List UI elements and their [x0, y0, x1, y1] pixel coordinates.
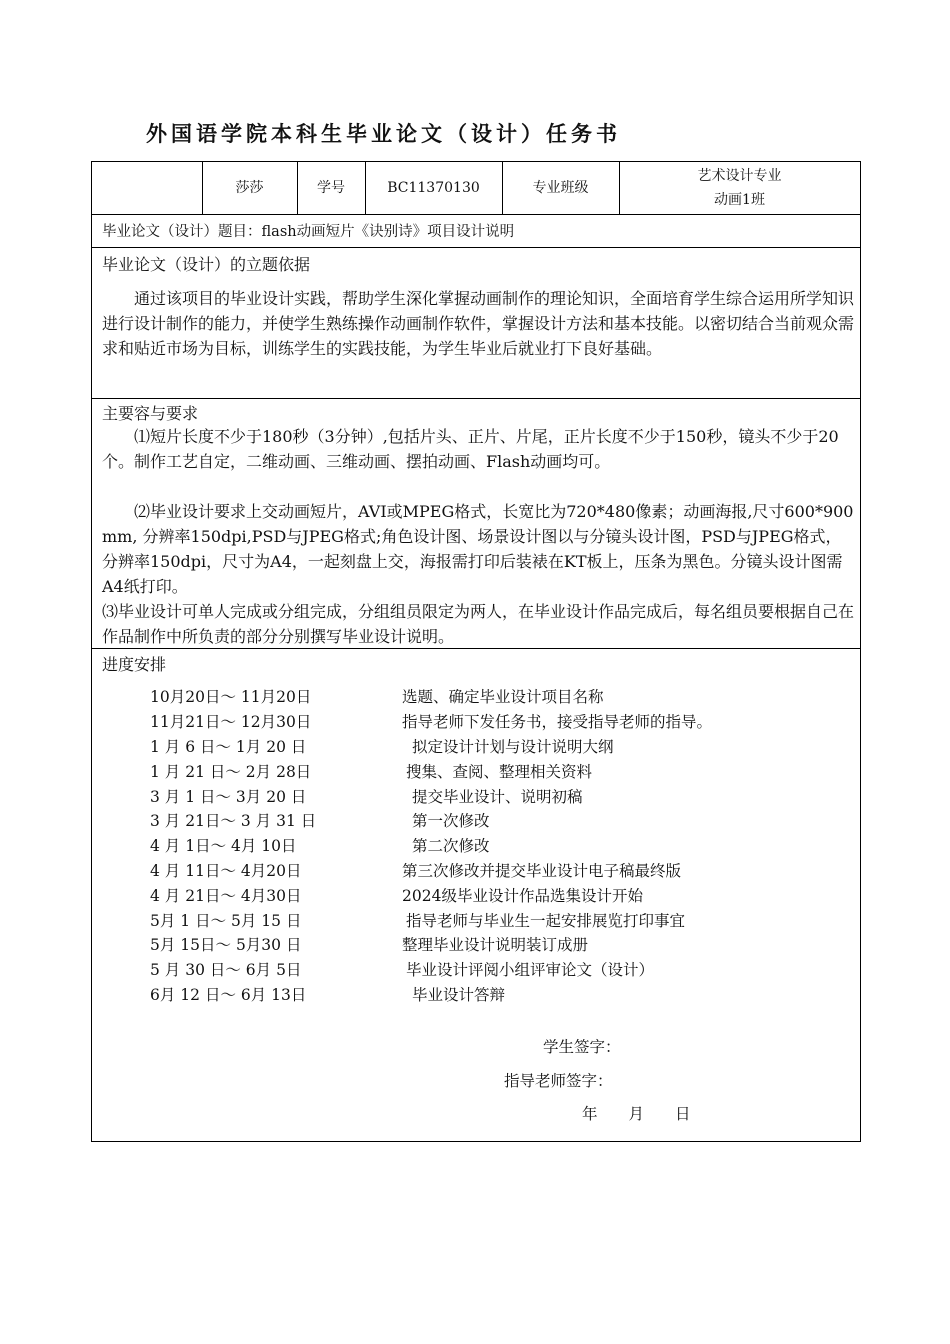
- schedule-date: 3 月 21日～ 3 月 31 日: [150, 812, 317, 830]
- schedule-task: 提交毕业设计、说明初稿: [412, 788, 583, 806]
- schedule-date: 5月 1 日～ 5月 15 日: [150, 912, 302, 930]
- schedule-date: 1 月 21 日～ 2月 28日: [150, 763, 312, 781]
- schedule-task: 第二次修改: [412, 837, 490, 855]
- requirement-item-1: ⑴短片长度不少于180秒（3分钟）,包括片头、正片、片尾，正片长度不少于150秒，镜头不少于20个。制作工艺自定，二维动画、三维动画、摆拍动画、Flash动画均可。: [102, 427, 839, 471]
- schedule-date: 4 月 11日～ 4月20日: [150, 862, 302, 880]
- row-divider: [92, 398, 860, 399]
- class-name: 动画1班: [714, 192, 765, 208]
- requirements-heading: 主要容与要求: [102, 404, 199, 423]
- student-id-label: 学号: [317, 180, 345, 196]
- schedule-task: 毕业设计评阅小组评审论文（设计）: [406, 961, 655, 979]
- schedule-date: 5月 15日～ 5月30 日: [150, 936, 302, 954]
- major-class-value: [619, 162, 860, 214]
- schedule-task: 搜集、查阅、整理相关资料: [406, 763, 593, 781]
- schedule-task: 选题、确定毕业设计项目名称: [402, 688, 604, 706]
- student-name-value: 莎莎: [235, 180, 264, 196]
- schedule-date: 4 月 21日～ 4月30日: [150, 887, 302, 905]
- schedule-date: 6月 12 日～ 6月 13日: [150, 986, 307, 1004]
- major-class-label: 专业班级: [532, 180, 589, 196]
- basis-heading: 毕业论文（设计）的立题依据: [102, 255, 311, 274]
- requirement-item-2: ⑵毕业设计要求上交动画短片，AVI或MPEG格式，长宽比为720*480像素；动画海报,尺寸600*900mm, 分辨率150dpi,PSD与JPEG格式;角色设计图、场景设计图以与分镜头设计图，PSD与JPEG格式，分辨率150dpi，尺寸为A4，一起刻盘上交，海报需打印后装裱在KT板上，压条为黑色。分镜头设计图需A4纸打印。: [102, 502, 854, 596]
- schedule-date: 4 月 1日～ 4月 10日: [150, 837, 297, 855]
- signature-date-line: 年 月 日: [582, 1105, 691, 1123]
- schedule-task: 第一次修改: [412, 812, 490, 830]
- thesis-topic: 毕业论文（设计）题目：flash动画短片《诀别诗》项目设计说明: [102, 224, 515, 240]
- row-divider: [92, 214, 860, 215]
- schedule-task: 指导老师与毕业生一起安排展览打印事宜: [406, 912, 686, 930]
- schedule-date: 10月20日～ 11月20日: [150, 688, 312, 706]
- schedule-date: 11月21日～ 12月30日: [150, 713, 312, 731]
- schedule-task: 拟定设计计划与设计说明大纲: [412, 738, 614, 756]
- schedule-date: 3 月 1 日～ 3月 20 日: [150, 788, 307, 806]
- schedule-heading: 进度安排: [102, 655, 167, 674]
- page-title: 外国语学院本科生毕业论文（设计）任务书: [146, 122, 621, 146]
- student-id-value: BC11370130: [387, 180, 480, 196]
- schedule-task: 指导老师下发任务书，接受指导老师的指导。: [402, 713, 713, 731]
- major-name: 艺术设计专业: [697, 168, 782, 184]
- advisor-signature-label: 指导老师签字：: [504, 1072, 613, 1090]
- row-divider: [92, 648, 860, 649]
- schedule-task: 2024级毕业设计作品选集设计开始: [402, 887, 643, 905]
- schedule-task: 毕业设计答辩: [412, 986, 506, 1004]
- requirement-item-3: ⑶毕业设计可单人完成或分组完成，分组组员限定为两人，在毕业设计作品完成后，每名组员要根据自己在作品制作中所负责的部分分别撰写毕业设计说明。: [102, 602, 855, 646]
- schedule-date: 1 月 6 日～ 1月 20 日: [150, 738, 307, 756]
- task-form-table: [91, 161, 861, 1142]
- student-signature-label: 学生签字：: [543, 1038, 621, 1056]
- row-divider: [92, 247, 860, 248]
- schedule-task: 第三次修改并提交毕业设计电子稿最终版: [402, 862, 682, 880]
- schedule-task: 整理毕业设计说明装订成册: [402, 936, 589, 954]
- schedule-date: 5 月 30 日～ 6月 5日: [150, 961, 302, 979]
- basis-text: 通过该项目的毕业设计实践，帮助学生深化掌握动画制作的理论知识，全面培育学生综合运用所学知识进行设计制作的能力，并使学生熟练操作动画制作软件，掌握设计方法和基本技能。以密切结合当前观众需求和贴近市场为目标，训练学生的实践技能，为学生毕业后就业打下良好基础。: [102, 289, 855, 358]
